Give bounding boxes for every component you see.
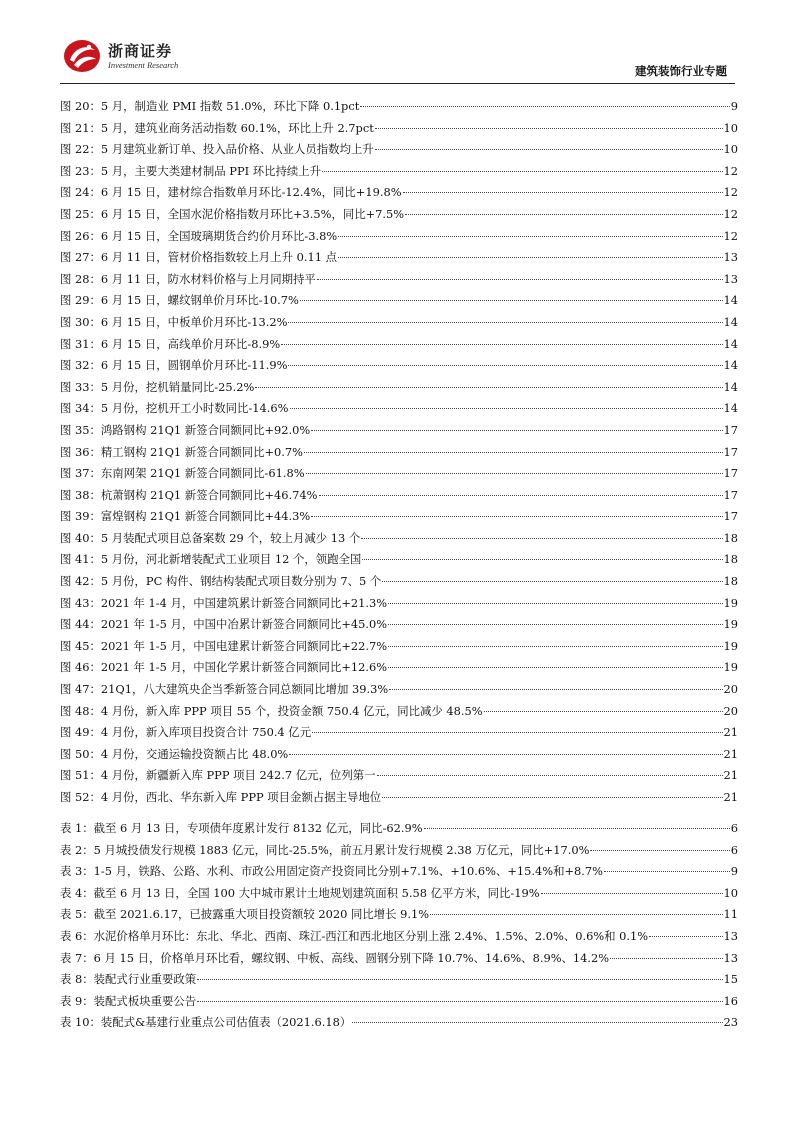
table-toc-entry-page-number[interactable]: 15	[723, 972, 738, 987]
dot-leader	[430, 913, 722, 915]
figure-toc-entry[interactable]	[60, 247, 738, 269]
figure-toc-entry[interactable]	[60, 204, 738, 226]
dot-leader	[388, 602, 722, 604]
figure-toc-entry-label[interactable]: 图 20：5 月，制造业 PMI 指数 51.0%，环比下降 0.1pct	[60, 99, 360, 113]
figure-toc-entry-page-number[interactable]: 12	[723, 163, 738, 178]
company-logo	[62, 38, 179, 74]
figure-toc-entry-label[interactable]: 图 33：5 月份，挖机销量同比-25.2%	[60, 379, 255, 394]
figure-toc-entry-page-number[interactable]: 12	[723, 185, 738, 200]
dot-leader	[403, 191, 723, 193]
table-toc-entry[interactable]	[60, 883, 738, 905]
figure-toc-entry[interactable]	[60, 722, 738, 744]
dot-leader	[484, 710, 723, 712]
figure-toc-entry-page-number[interactable]: 21	[723, 746, 738, 761]
figure-toc-entry-page-number[interactable]: 18	[723, 574, 738, 589]
figure-toc-entry-label[interactable]: 图 43：2021 年 1-4 月，中国建筑累计新签合同额同比+21.3%	[60, 595, 388, 610]
figure-toc-entry-label[interactable]: 图 52：4 月份，西北、华东新入库 PPP 项目金额占据主导地位	[60, 790, 382, 804]
dot-leader	[197, 1000, 722, 1002]
figure-toc-entry-page-number[interactable]: 21	[723, 725, 738, 740]
table-toc-entry-page-number[interactable]: 11	[723, 907, 738, 922]
figure-toc-entry-label[interactable]: 图 28：6 月 11 日，防水材料价格与上月同期持平	[60, 271, 316, 286]
figure-toc-entry-label[interactable]: 图 37：东南网架 21Q1 新签合同额同比-61.8%	[60, 466, 305, 481]
table-toc-entry-page-number[interactable]: 13	[723, 950, 738, 965]
figure-toc-entry-label[interactable]: 图 40：5 月装配式项目总备案数 29 个，较上月减少 13 个	[60, 530, 361, 545]
company-logo-icon	[62, 38, 104, 74]
dot-leader	[388, 666, 722, 668]
figure-toc-entry-page-number[interactable]: 14	[723, 336, 738, 351]
figure-toc-entry[interactable]	[60, 139, 738, 161]
figure-toc-entry-page-number[interactable]: 17	[723, 509, 738, 524]
figure-toc-entry[interactable]	[60, 528, 738, 550]
figure-toc-entry-label[interactable]: 图 35：鸿路钢构 21Q1 新签合同额同比+92.0%	[60, 422, 311, 437]
dot-leader	[319, 494, 723, 496]
figure-toc-entry[interactable]	[60, 269, 738, 291]
dot-leader	[288, 364, 722, 366]
dot-leader	[306, 472, 723, 474]
figure-toc-entry-page-number[interactable]: 14	[723, 379, 738, 394]
figure-toc-entry[interactable]	[60, 161, 738, 183]
figure-toc-entry-label[interactable]: 图 27：6 月 11 日，管材价格指数较上月上升 0.11 点	[60, 250, 337, 265]
dot-leader	[424, 827, 730, 829]
table-toc-entry-label[interactable]: 表 2：5 月城投债发行规模 1883 亿元，同比-25.5%，前五月累计发行规模 2.38 万亿元，同比+17.0%	[60, 842, 590, 857]
dot-leader	[281, 343, 722, 345]
dot-leader	[389, 688, 722, 690]
figure-toc-entry[interactable]	[60, 398, 738, 420]
table-toc-entry-page-number[interactable]: 13	[723, 928, 738, 943]
dot-leader	[375, 127, 723, 129]
figure-toc-entry-label[interactable]: 图 36：精工钢构 21Q1 新签合同额同比+0.7%	[60, 444, 303, 459]
figure-toc-entry-page-number[interactable]: 21	[723, 790, 738, 804]
table-toc-entry-label[interactable]: 表 8：装配式行业重要政策	[60, 972, 197, 987]
dot-leader	[197, 978, 722, 980]
figure-toc-entry[interactable]	[60, 226, 738, 248]
dot-leader	[382, 580, 722, 582]
figure-toc-entry-label[interactable]: 图 45：2021 年 1-5 月，中国电建累计新签合同额同比+22.7%	[60, 638, 388, 653]
table-toc-entry[interactable]	[60, 948, 738, 970]
figure-toc-entry[interactable]	[60, 571, 738, 593]
figure-toc-entry-label[interactable]: 图 38：杭萧钢构 21Q1 新签合同额同比+46.74%	[60, 487, 318, 502]
figure-toc-entry-page-number[interactable]: 21	[723, 768, 738, 783]
table-toc-entry-label[interactable]: 表 7：6 月 15 日，价格单月环比看，螺纹钢、中板、高线、圆钢分别下降 10.7%、14.6%、8.9%、14.2%	[60, 950, 610, 965]
dot-leader	[590, 849, 729, 851]
figure-toc-entry-label[interactable]: 图 46：2021 年 1-5 月，中国化学累计新签合同额同比+12.6%	[60, 660, 388, 675]
figure-toc-entry[interactable]	[60, 787, 738, 809]
figure-toc-entry[interactable]	[60, 96, 738, 118]
figure-toc-entry[interactable]	[60, 636, 738, 658]
figure-toc-entry[interactable]	[60, 420, 738, 442]
figure-toc-entry-page-number[interactable]: 14	[723, 293, 738, 308]
figure-toc-entry-label[interactable]: 图 25：6 月 15 日，全国水泥价格指数月环比+3.5%，同比+7.5%	[60, 206, 405, 221]
dot-leader	[352, 1021, 722, 1023]
figure-toc-entry[interactable]	[60, 334, 738, 356]
dot-leader	[312, 731, 722, 733]
table-toc-entry[interactable]	[60, 969, 738, 991]
figure-toc-entry-label[interactable]: 图 32：6 月 15 日，圆钢单价月环比-11.9%	[60, 358, 288, 373]
figure-toc-entry[interactable]	[60, 506, 738, 528]
figure-toc-entry-label[interactable]: 图 34：5 月份，挖机开工小时数同比-14.6%	[60, 401, 289, 416]
figure-toc-entry-page-number[interactable]: 17	[723, 487, 738, 502]
dot-leader	[322, 170, 722, 172]
dot-leader	[388, 645, 722, 647]
table-toc-entry-page-number[interactable]: 23	[723, 1015, 738, 1030]
report-type-title: 建筑装饰行业专题	[635, 64, 727, 78]
table-toc-entry[interactable]	[60, 991, 738, 1013]
dot-leader	[361, 537, 722, 539]
figure-toc-entry[interactable]	[60, 182, 738, 204]
figure-toc-entry[interactable]	[60, 701, 738, 723]
table-list	[60, 818, 738, 1034]
table-toc-entry[interactable]	[60, 904, 738, 926]
figure-toc-entry-label[interactable]: 图 49：4 月份，新入库项目投资合计 750.4 亿元	[60, 725, 312, 740]
table-toc-entry-label[interactable]: 表 9：装配式板块重要公告	[60, 993, 197, 1008]
figure-toc-entry-label[interactable]: 图 23：5 月，主要大类建材制品 PPI 环比持续上升	[60, 163, 322, 178]
dot-leader	[311, 515, 722, 517]
figure-toc-entry-label[interactable]: 图 51：4 月份，新疆新入库 PPP 项目 242.7 亿元，位列第一	[60, 768, 376, 783]
figure-toc-entry-page-number[interactable]: 9	[730, 99, 738, 113]
figure-toc-entry-page-number[interactable]: 18	[723, 552, 738, 567]
figure-toc-entry-label[interactable]: 图 31：6 月 15 日，高线单价月环比-8.9%	[60, 336, 281, 351]
figure-toc-entry[interactable]	[60, 765, 738, 787]
page-header	[0, 0, 793, 90]
figure-toc-entry-label[interactable]: 图 24：6 月 15 日，建材综合指数单月环比-12.4%，同比+19.8%	[60, 185, 402, 200]
table-toc-entry-page-number[interactable]: 9	[730, 864, 738, 879]
figure-toc-entry[interactable]	[60, 485, 738, 507]
figure-toc-entry-page-number[interactable]: 17	[723, 422, 738, 437]
dot-leader	[360, 105, 729, 107]
figure-toc-entry-page-number[interactable]: 18	[723, 530, 738, 545]
figure-toc-entry-page-number[interactable]: 14	[723, 401, 738, 416]
figure-toc-entry-label[interactable]: 图 48：4 月份，新入库 PPP 项目 55 个，投资金额 750.4 亿元，同比减少 48.5%	[60, 703, 483, 718]
figure-toc-entry-label[interactable]: 图 30：6 月 15 日，中板单价月环比-13.2%	[60, 314, 288, 329]
dot-leader	[604, 870, 730, 872]
table-toc-entry-label[interactable]: 表 6：水泥价格单月环比：东北、华北、西南、珠江-西江和西北地区分别上涨 2.4%、1.5%、2.0%、0.6%和 0.1%	[60, 928, 649, 943]
figure-toc-entry-label[interactable]: 图 39：富煌钢构 21Q1 新签合同额同比+44.3%	[60, 509, 311, 524]
header-divider	[60, 83, 735, 84]
table-toc-entry-label[interactable]: 表 4：截至 6 月 13 日，全国 100 大中城市累计土地规划建筑面积 5.58 亿平方米，同比-19%	[60, 885, 540, 900]
figure-toc-entry-page-number[interactable]: 19	[723, 595, 738, 610]
dot-leader	[300, 299, 723, 301]
dot-leader	[382, 796, 722, 798]
figure-toc-entry[interactable]	[60, 593, 738, 615]
figure-toc-entry[interactable]	[60, 657, 738, 679]
figure-toc-entry-label[interactable]: 图 26：6 月 15 日，全国玻璃期货合约价月环比-3.8%	[60, 228, 338, 243]
dot-leader	[255, 386, 722, 388]
dot-leader	[362, 558, 722, 560]
dot-leader	[610, 957, 722, 959]
figure-toc-entry-page-number[interactable]: 10	[723, 142, 738, 157]
figure-toc-entry[interactable]	[60, 463, 738, 485]
dot-leader	[338, 256, 723, 258]
figure-toc-entry[interactable]	[60, 312, 738, 334]
figure-toc-entry-label[interactable]: 图 29：6 月 15 日，螺纹钢单价月环比-10.7%	[60, 293, 299, 308]
figure-toc-entry[interactable]	[60, 744, 738, 766]
figure-toc-entry-page-number[interactable]: 20	[723, 682, 738, 697]
table-toc-entry-label[interactable]: 表 10：装配式&基建行业重点公司估值表（2021.6.18）	[60, 1015, 352, 1030]
figure-toc-entry-label[interactable]: 图 47：21Q1，八大建筑央企当季新签合同总额同比增加 39.3%	[60, 682, 389, 697]
table-toc-entry-label[interactable]: 表 1：截至 6 月 13 日，专项债年度累计发行 8132 亿元，同比-62.9%	[60, 821, 423, 835]
figure-toc-entry-label[interactable]: 图 41：5 月份，河北新增装配式工业项目 12 个，领跑全国	[60, 552, 362, 567]
table-toc-entry[interactable]	[60, 840, 738, 862]
company-name-en: Investment Research	[108, 60, 179, 70]
figure-toc-entry-page-number[interactable]: 13	[723, 250, 738, 265]
table-toc-entry-page-number[interactable]: 10	[723, 885, 738, 900]
figure-toc-entry-page-number[interactable]: 13	[723, 271, 738, 286]
dot-leader	[649, 935, 722, 937]
figure-toc-entry-page-number[interactable]: 14	[723, 314, 738, 329]
table-toc-entry-label[interactable]: 表 3：1-5 月，铁路、公路、水利、市政公用固定资产投资同比分别+7.1%、+10.6%、+15.4%和+8.7%	[60, 864, 603, 879]
dot-leader	[375, 148, 723, 150]
company-name-cn: 浙商证券	[108, 42, 173, 60]
table-toc-entry-label[interactable]: 表 5：截至 2021.6.17，已披露重大项目投资额较 2020 同比增长 9.1%	[60, 907, 430, 922]
table-toc-entry[interactable]	[60, 926, 738, 948]
table-toc-entry[interactable]	[60, 818, 738, 840]
figure-toc-entry[interactable]	[60, 442, 738, 464]
figure-toc-entry-label[interactable]: 图 42：5 月份，PC 构件、钢结构装配式项目数分别为 7、5 个	[60, 574, 382, 589]
figure-toc-entry-page-number[interactable]: 19	[723, 617, 738, 632]
table-toc-entry-page-number[interactable]: 6	[730, 821, 738, 835]
dot-leader	[377, 774, 723, 776]
figure-toc-entry-page-number[interactable]: 10	[723, 120, 738, 135]
table-toc-entry-page-number[interactable]: 16	[723, 993, 738, 1008]
figure-toc-entry[interactable]	[60, 355, 738, 377]
figure-toc-entry[interactable]	[60, 614, 738, 636]
figure-list	[60, 96, 738, 809]
table-toc-entry-page-number[interactable]: 6	[730, 842, 738, 857]
figure-toc-entry-label[interactable]: 图 50：4 月份，交通运输投资额占比 48.0%	[60, 746, 289, 761]
dot-leader	[388, 623, 722, 625]
dot-leader	[338, 235, 722, 237]
figure-toc-entry-label[interactable]: 图 21：5 月，建筑业商务活动指数 60.1%，环比上升 2.7pct	[60, 120, 374, 135]
dot-leader	[311, 429, 722, 431]
table-toc-entry[interactable]	[60, 861, 738, 883]
dot-leader	[541, 892, 723, 894]
dot-leader	[304, 451, 723, 453]
figure-toc-entry-page-number[interactable]: 14	[723, 358, 738, 373]
figure-toc-entry[interactable]	[60, 549, 738, 571]
figure-toc-entry-page-number[interactable]: 17	[723, 444, 738, 459]
figure-toc-entry[interactable]	[60, 290, 738, 312]
dot-leader	[317, 278, 723, 280]
figure-toc-entry-page-number[interactable]: 12	[723, 206, 738, 221]
dot-leader	[405, 213, 722, 215]
table-toc-entry[interactable]	[60, 1012, 738, 1034]
figure-toc-entry-page-number[interactable]: 17	[723, 466, 738, 481]
figure-toc-entry-page-number[interactable]: 19	[723, 660, 738, 675]
dot-leader	[288, 321, 722, 323]
figure-toc-entry[interactable]	[60, 377, 738, 399]
figure-toc-entry-page-number[interactable]: 12	[723, 228, 738, 243]
figure-toc-entry-label[interactable]: 图 44：2021 年 1-5 月，中国中冶累计新签合同额同比+45.0%	[60, 617, 388, 632]
figure-toc-entry[interactable]	[60, 679, 738, 701]
figure-toc-entry-label[interactable]: 图 22：5 月建筑业新订单、投入品价格、从业人员指数均上升	[60, 142, 374, 157]
figure-toc-entry-page-number[interactable]: 20	[723, 703, 738, 718]
figure-toc-entry[interactable]	[60, 118, 738, 140]
dot-leader	[289, 753, 722, 755]
figure-toc-entry-page-number[interactable]: 19	[723, 638, 738, 653]
dot-leader	[290, 407, 723, 409]
